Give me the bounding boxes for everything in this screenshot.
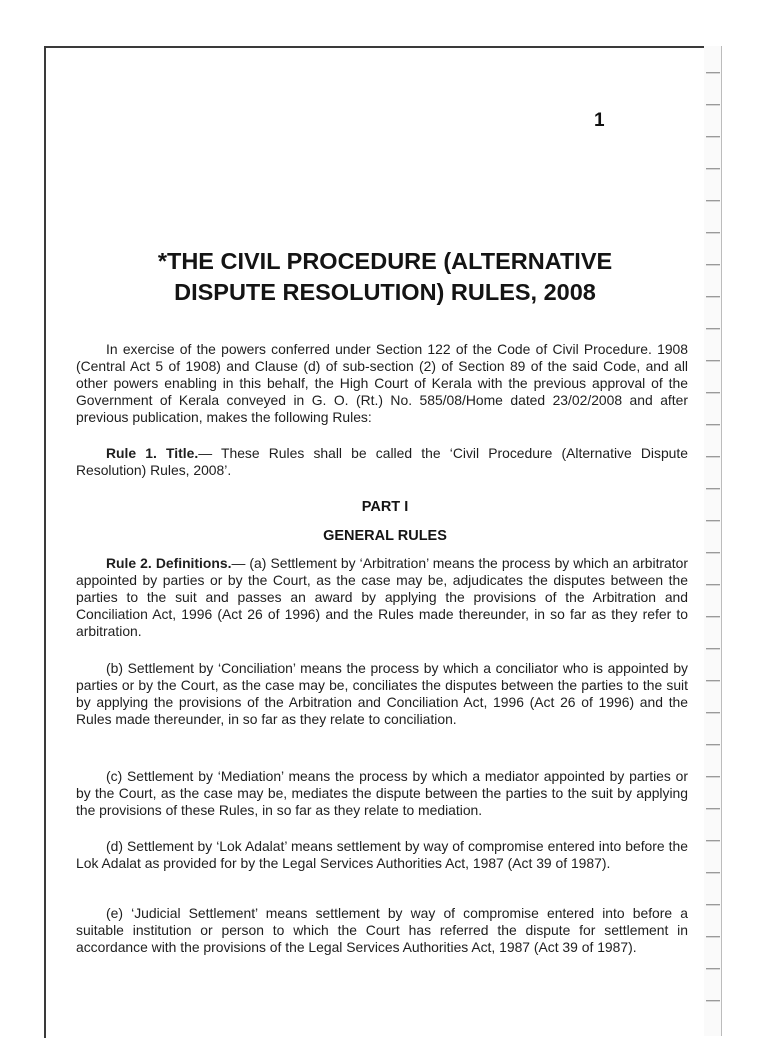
page-edge-tick (706, 936, 720, 938)
page-edge-tick (706, 744, 720, 746)
page-edge-tick (706, 232, 720, 234)
page-edge-tick (706, 680, 720, 682)
page-edge-tick (706, 360, 720, 362)
page-edge-tick (706, 808, 720, 810)
title-line-1: *THE CIVIL PROCEDURE (ALTERNATIVE (157, 248, 613, 274)
page-edge-line (721, 46, 722, 1036)
page-edge-tick (706, 904, 720, 906)
page-edge-tick (706, 264, 720, 266)
section-heading: GENERAL RULES (323, 528, 447, 544)
rule-2-text: — (a) Settlement by ‘Arbitration’ means the process by which an arbitrator appointed by parties or by the Court, as the case may be, adjudicates the disputes between the parties to the suit and passes an award by applying the provisions of the Arbitration and Conciliation Act, 1996 (Act 26 of 1996) and the Rules made thereunder, in so far as they refer to arbitration. (76, 555, 688, 639)
document-title (70, 246, 700, 308)
page-edge-tick (706, 584, 720, 586)
clause-c-paragraph: (c) Settlement by ‘Mediation’ means the process by which a mediator appointed by parties or by the Court, as the case may be, mediates the dispute between the parties to the suit by applying the provisions of these Rules, in so far as they relate to mediation. (76, 768, 688, 818)
page-edge-strip (704, 46, 722, 1036)
page-edge-tick (706, 872, 720, 874)
clause-b-paragraph: (b) Settlement by ‘Conciliation’ means the process by which a conciliator who is appointed by parties or by the Court, as the case may be, conciliates the disputes between the parties to the suit by applying the provisions of the Arbitration and Conciliation Act, 1996 (Act 26 of 1996) and the Rules made thereunder, in so far as they relate to conciliation. (76, 660, 688, 727)
page-edge-tick (706, 840, 720, 842)
page-edge-tick (706, 488, 720, 490)
title-line-2: DISPUTE RESOLUTION) RULES, 2008 (174, 279, 596, 305)
page-edge-tick (706, 136, 720, 138)
page-edge-tick (706, 552, 720, 554)
page-edge-tick (706, 616, 720, 618)
page-edge-tick (706, 168, 720, 170)
page-edge-tick (706, 328, 720, 330)
clause-e-paragraph: (e) ‘Judicial Settlement’ means settlement by way of compromise entered into before a suitable institution or person to which the Court has referred the dispute for settlement in accordance with the provisions of the Legal Services Authorities Act, 1987 (Act 39 of 1987). (76, 905, 688, 955)
page-edge-tick (706, 200, 720, 202)
page-edge-tick (706, 776, 720, 778)
page-edge-tick (706, 72, 720, 74)
clause-d-paragraph: (d) Settlement by ‘Lok Adalat’ means settlement by way of compromise entered into before the Lok Adalat as provided for by the Legal Services Authorities Act, 1987 (Act 39 of 1987). (76, 838, 688, 871)
preamble-paragraph: In exercise of the powers conferred under Section 122 of the Code of Civil Procedure. 1908 (Central Act 5 of 1908) and Clause (d) of sub-section (2) of Section 89 of the said Code, and all other powers enabling in this behalf, the High Court of Kerala with the previous approval of the Government of Kerala conveyed in G. O. (Rt.) No. 585/08/Home dated 23/02/2008 and after previous publication, makes the following Rules: (76, 341, 688, 425)
page-number: 1 (594, 110, 605, 131)
page-edge-tick (706, 1000, 720, 1002)
rule-2-paragraph (76, 555, 688, 640)
page-edge-tick (706, 968, 720, 970)
page-edge-tick (706, 104, 720, 106)
part-heading: PART I (361, 499, 409, 515)
page-edge-tick (706, 712, 720, 714)
page-edge-tick (706, 424, 720, 426)
rule-1-text: — These Rules shall be called the ‘Civil Procedure (Alternative Dispute Resolution) Rules, 2008’. (76, 445, 688, 478)
page-edge-tick (706, 296, 720, 298)
rule-2-label: Rule 2. Definitions. (106, 555, 232, 571)
page-edge-tick (706, 392, 720, 394)
rule-1-paragraph (76, 445, 688, 479)
rule-1-label: Rule 1. Title. (106, 445, 199, 461)
page-edge-tick (706, 648, 720, 650)
page-edge-tick (706, 520, 720, 522)
page-edge-tick (706, 456, 720, 458)
